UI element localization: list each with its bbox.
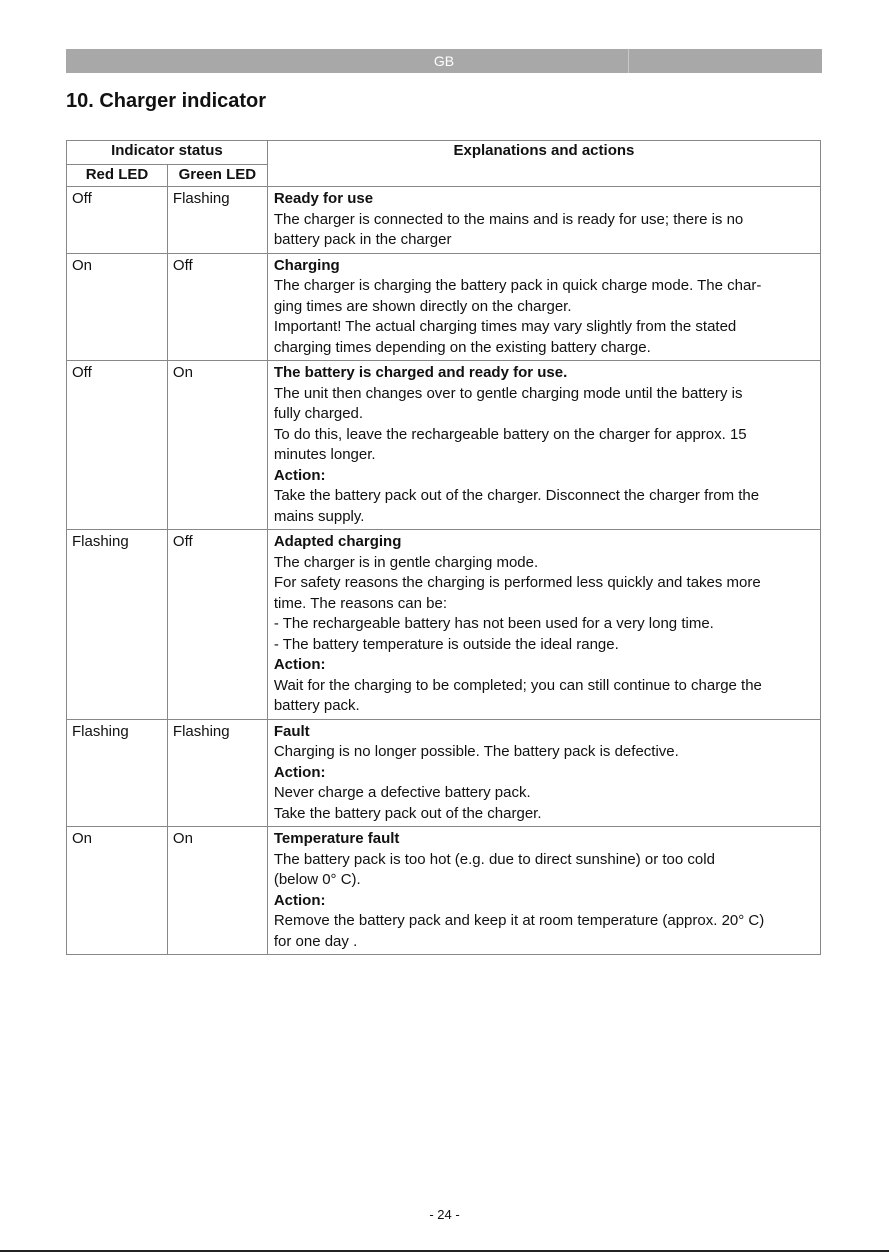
red-led-status: On — [67, 253, 168, 361]
status-title: Ready for use — [273, 190, 374, 207]
explanation-line: - The battery temperature is outside the ideal range. — [273, 635, 619, 653]
explanations-header: Explanations and actions — [267, 141, 820, 187]
green-led-status: Off — [167, 530, 267, 720]
status-title: Adapted charging — [273, 533, 402, 550]
explanation-line: For safety reasons the charging is performed less quickly and takes more — [273, 574, 761, 591]
indicator-status-header: Indicator status — [67, 141, 268, 165]
action-line: Remove the battery pack and keep it at room temperature (approx. 20° C) — [273, 912, 765, 929]
red-led-status: On — [67, 827, 168, 955]
table-row — [67, 827, 821, 955]
red-led-status: Flashing — [67, 719, 168, 827]
status-title: Fault — [273, 722, 310, 740]
green-led-header: Green LED — [167, 165, 267, 187]
header-divider — [628, 49, 629, 73]
table-row — [67, 253, 821, 361]
explanation-cell — [267, 719, 820, 827]
green-led-status: On — [167, 361, 267, 530]
red-led-status: Flashing — [67, 530, 168, 720]
action-line: for one day . — [273, 932, 358, 950]
action-label: Action: — [273, 763, 326, 781]
status-title: Temperature fault — [273, 830, 400, 847]
explanation-line: minutes longer. — [273, 446, 376, 463]
explanation-line: time. The reasons can be: — [273, 594, 447, 612]
action-line: battery pack. — [273, 697, 360, 714]
action-label: Action: — [273, 466, 326, 484]
action-label: Action: — [273, 656, 326, 673]
language-header-bar — [66, 49, 822, 73]
green-led-status: On — [167, 827, 267, 955]
page-number: - 24 - — [429, 1207, 460, 1222]
explanation-line: Charging is no longer possible. The battery pack is defective. — [273, 743, 679, 760]
bottom-rule — [0, 1250, 889, 1252]
explanation-cell — [267, 827, 820, 955]
explanation-cell — [267, 187, 820, 254]
red-led-header: Red LED — [67, 165, 168, 187]
explanation-line: battery pack in the charger — [273, 231, 452, 248]
explanation-line: Important! The actual charging times may vary slightly from the stated — [273, 318, 737, 335]
explanation-line: charging times depending on the existing battery charge. — [273, 338, 651, 356]
explanation-line: The charger is in gentle charging mode. — [273, 553, 539, 571]
explanation-cell — [267, 361, 820, 530]
table-row — [67, 361, 821, 530]
charger-indicator-table — [66, 140, 821, 955]
red-led-status: Off — [67, 361, 168, 530]
explanation-line: (below 0° C). — [273, 871, 361, 888]
explanation-line: The unit then changes over to gentle charging mode until the battery is — [273, 384, 743, 402]
status-title: The battery is charged and ready for use. — [273, 364, 568, 381]
action-line: Take the battery pack out of the charger. — [273, 804, 542, 822]
action-label: Action: — [273, 891, 326, 909]
action-line: Never charge a defective battery pack. — [273, 784, 531, 801]
explanation-line: To do this, leave the rechargeable battery on the charger for approx. 15 — [273, 425, 747, 443]
green-led-status: Flashing — [167, 187, 267, 254]
explanation-line: ging times are shown directly on the charger. — [273, 297, 572, 315]
language-code: GB — [433, 53, 455, 69]
table-row — [67, 530, 821, 720]
table-body — [67, 187, 821, 955]
explanation-line: - The rechargeable battery has not been used for a very long time. — [273, 615, 714, 632]
explanation-cell — [267, 253, 820, 361]
section-title: 10. Charger indicator — [66, 90, 267, 112]
explanation-cell — [267, 530, 820, 720]
table-header — [67, 141, 821, 187]
table-row — [67, 719, 821, 827]
action-line: mains supply. — [273, 507, 365, 525]
green-led-status: Off — [167, 253, 267, 361]
explanation-line: The battery pack is too hot (e.g. due to direct sunshine) or too cold — [273, 850, 715, 868]
explanation-line: The charger is charging the battery pack in quick charge mode. The char- — [273, 277, 762, 294]
red-led-status: Off — [67, 187, 168, 254]
explanation-line: fully charged. — [273, 405, 364, 422]
explanation-line: The charger is connected to the mains and is ready for use; there is no — [273, 210, 744, 228]
action-line: Take the battery pack out of the charger. Disconnect the charger from the — [273, 487, 760, 504]
green-led-status: Flashing — [167, 719, 267, 827]
action-line: Wait for the charging to be completed; you can still continue to charge the — [273, 676, 762, 694]
table-row — [67, 187, 821, 254]
status-title: Charging — [273, 256, 340, 274]
